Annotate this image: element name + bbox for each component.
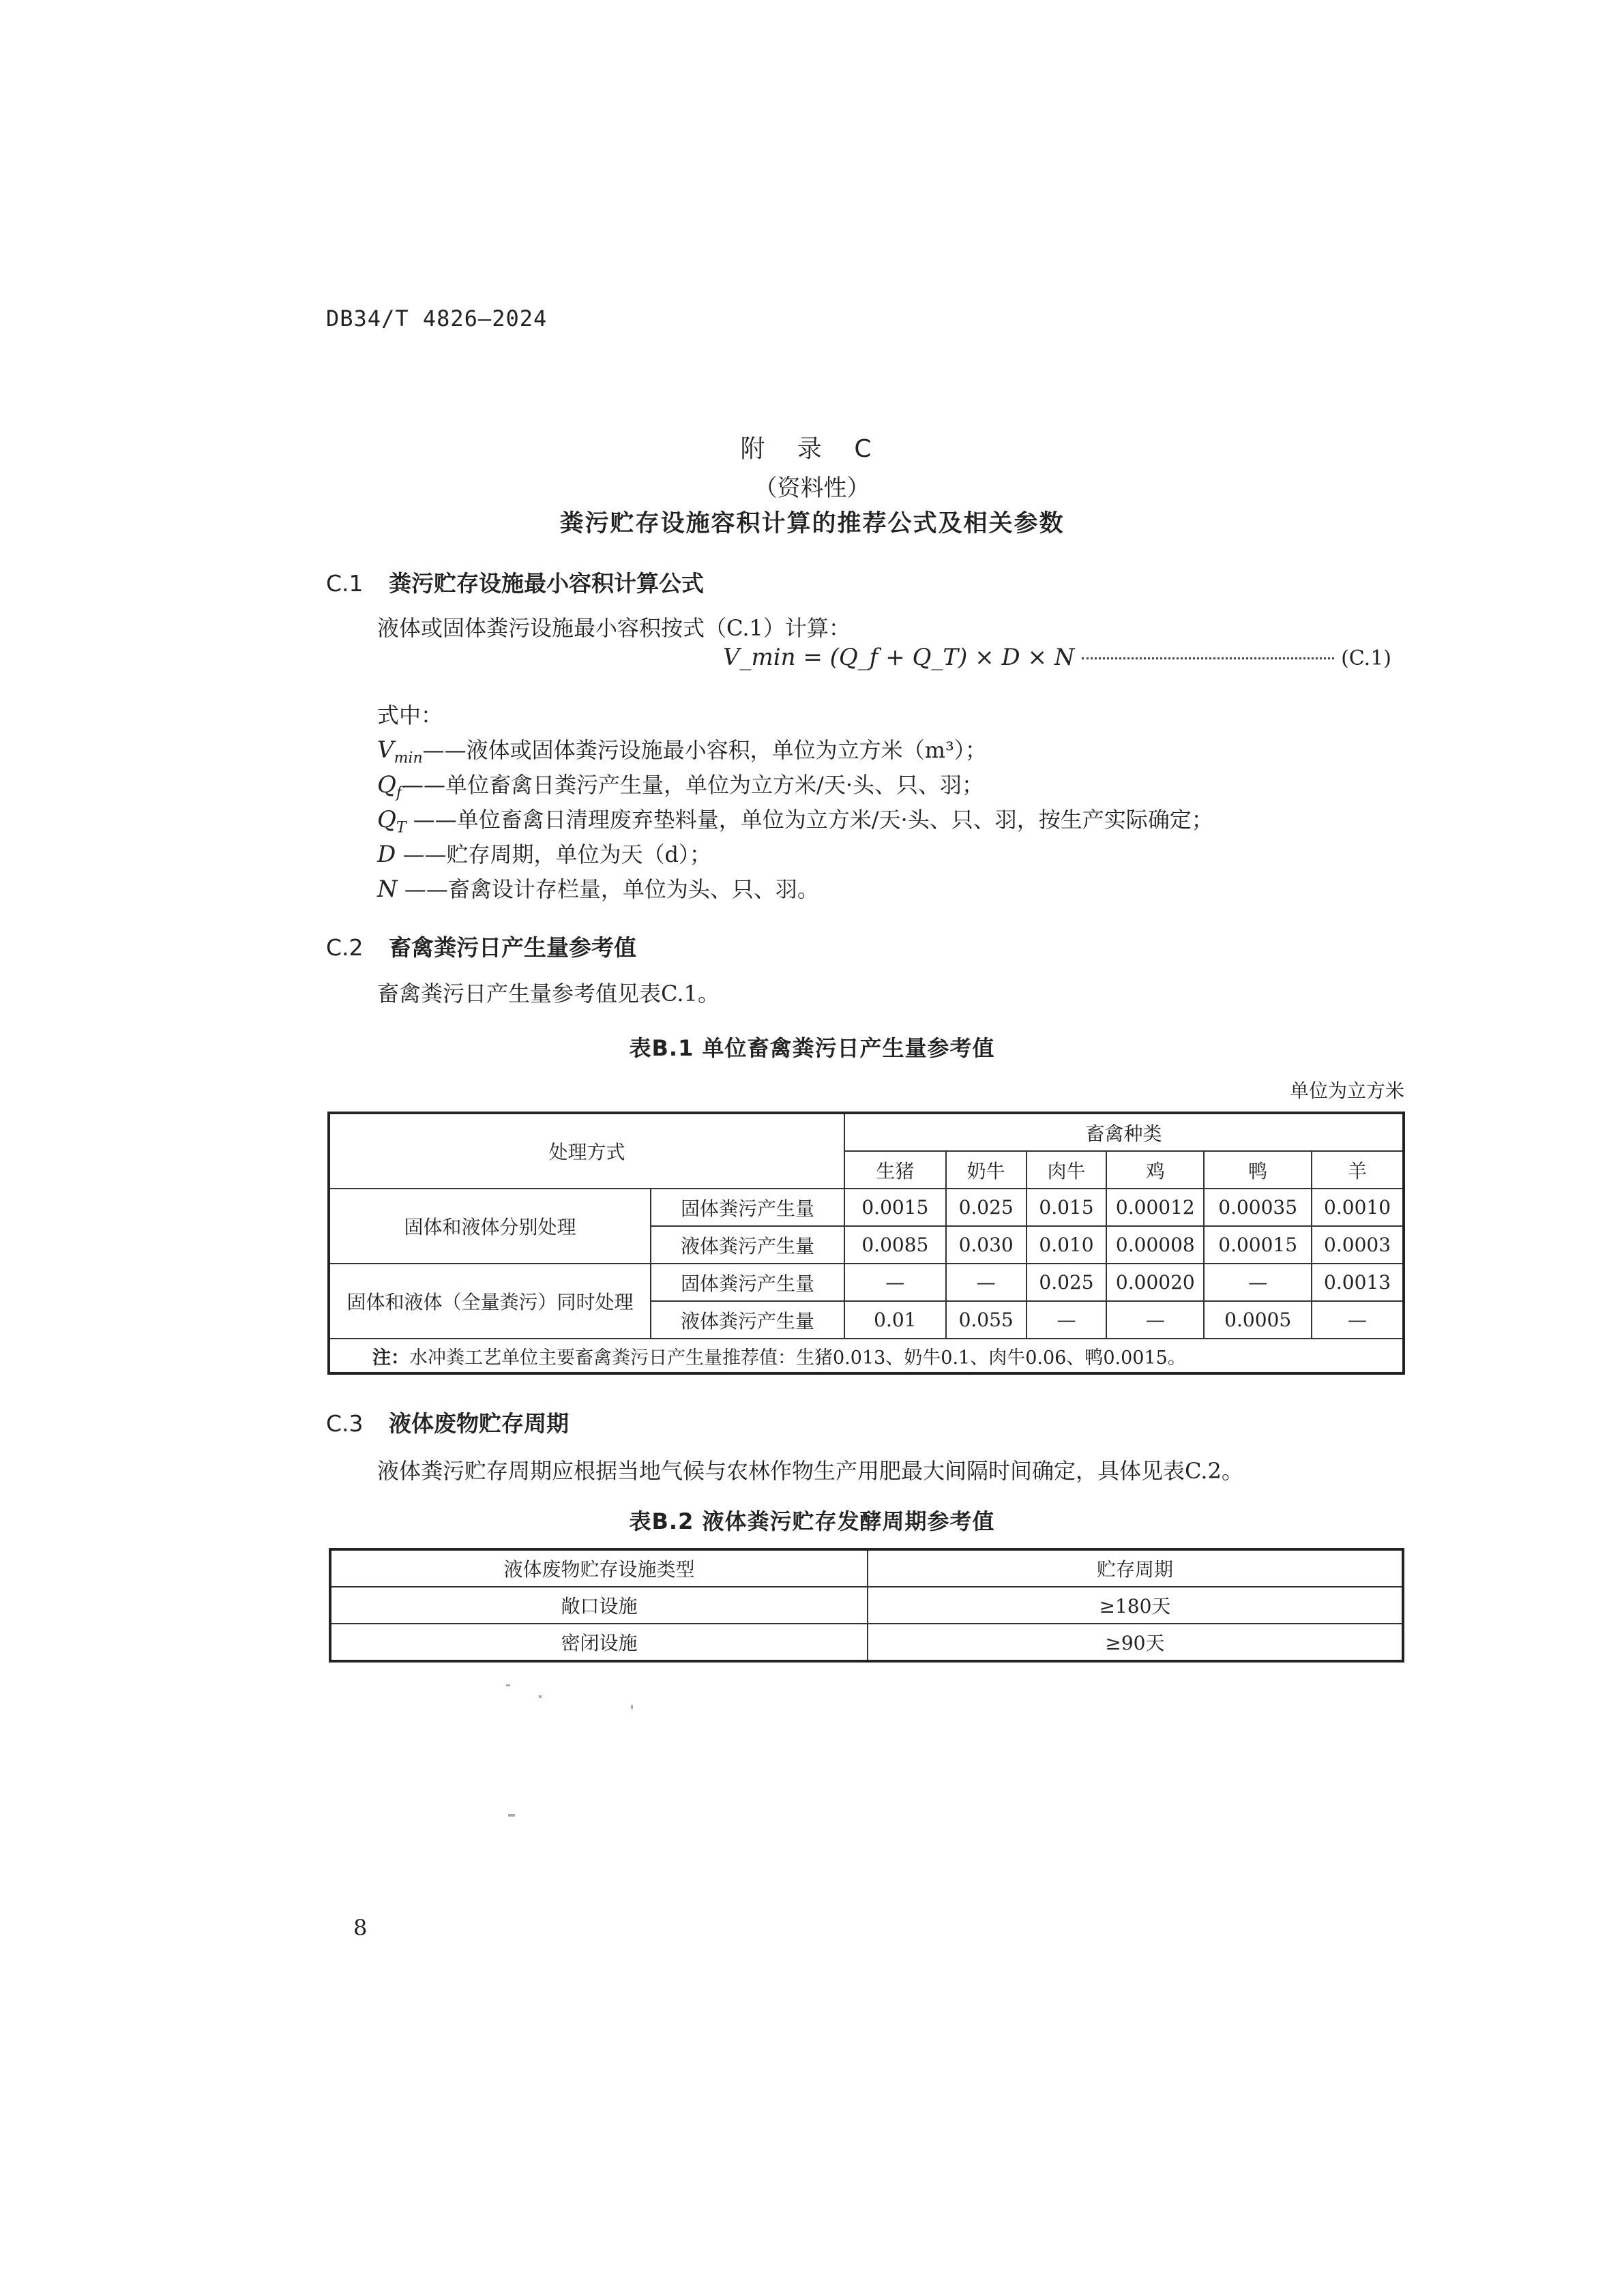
variable-description: ——畜禽设计存栏量，单位为头、只、羽。 xyxy=(397,876,819,902)
c3-intro: 液体粪污贮存周期应根据当地气候与农林作物生产用肥最大间隔时间确定，具体见表C.2。 xyxy=(377,1458,1243,1484)
section-number: C.3 xyxy=(326,1410,364,1437)
variable-line xyxy=(377,803,1213,836)
value-cell: 0.0085 xyxy=(844,1226,946,1264)
formula-number: (C.1) xyxy=(1341,646,1391,670)
value-cell: 0.015 xyxy=(1027,1189,1107,1226)
table-daily-manure xyxy=(327,1112,1405,1375)
section-title: 液体废物贮存周期 xyxy=(389,1410,569,1437)
table1-caption: 表B.1 单位畜禽粪污日产生量参考值 xyxy=(629,1035,995,1061)
value-cell: — xyxy=(946,1264,1027,1301)
variable-symbol: D xyxy=(377,841,396,868)
variable-description: ——单位畜禽日粪污产生量，单位为立方米/天·头、只、羽； xyxy=(402,772,984,798)
period-cell: ≥180天 xyxy=(868,1587,1403,1624)
table-storage-period xyxy=(329,1548,1404,1663)
leader-dots xyxy=(1082,657,1335,659)
variable-line xyxy=(377,768,984,801)
variable-line xyxy=(377,872,819,904)
value-cell: 0.00008 xyxy=(1106,1226,1204,1264)
c2-intro: 畜禽粪污日产生量参考值见表C.1。 xyxy=(377,981,720,1007)
header-species: 畜禽种类 xyxy=(844,1113,1404,1151)
scan-speck xyxy=(508,1814,515,1817)
value-cell: 0.01 xyxy=(844,1301,946,1339)
value-cell: 0.0005 xyxy=(1204,1301,1312,1339)
variable-symbol: V xyxy=(377,736,394,764)
note-text: 水冲粪工艺单位主要畜禽粪污日产生量推荐值：生猪0.013、奶牛0.1、肉牛0.06、鸭0.0015。 xyxy=(409,1347,1186,1369)
header-cell: 液体废物贮存设施类型 xyxy=(330,1549,868,1587)
value-cell: — xyxy=(1204,1264,1312,1301)
variable-subscript: min xyxy=(394,749,423,767)
table-row xyxy=(329,1264,1404,1301)
value-cell: — xyxy=(1106,1301,1204,1339)
page-number: 8 xyxy=(353,1915,368,1941)
formula-line xyxy=(723,644,1391,671)
formula: V_min = (Q_f + Q_T) × D × N xyxy=(723,644,1075,671)
species-cell: 鸡 xyxy=(1106,1151,1204,1189)
c1-intro: 液体或固体粪污设施最小容积按式（C.1）计算： xyxy=(377,615,851,641)
table-row xyxy=(330,1587,1403,1624)
document-code: DB34/T 4826—2024 xyxy=(326,305,548,331)
value-cell: 0.010 xyxy=(1027,1226,1107,1264)
appendix-title: 附 录 C xyxy=(740,435,884,463)
item-cell: 液体粪污产生量 xyxy=(651,1301,844,1339)
section-c3-heading xyxy=(326,1406,569,1438)
variable-description: ——贮存周期，单位为天（d）； xyxy=(396,841,711,867)
table-row xyxy=(330,1624,1403,1661)
variable-line xyxy=(377,733,987,766)
species-cell: 鸭 xyxy=(1204,1151,1312,1189)
table1-unit: 单位为立方米 xyxy=(1289,1079,1404,1102)
table-row xyxy=(329,1189,1404,1226)
variable-subscript: T xyxy=(396,819,407,837)
value-cell: 0.030 xyxy=(946,1226,1027,1264)
scan-speck xyxy=(506,1684,510,1686)
where-label: 式中： xyxy=(377,702,443,728)
table2-caption: 表B.2 液体粪污贮存发酵周期参考值 xyxy=(629,1508,995,1534)
method-cell: 固体和液体分别处理 xyxy=(329,1189,651,1264)
appendix-heading: 粪污贮存设施容积计算的推荐公式及相关参数 xyxy=(559,510,1065,537)
species-cell: 羊 xyxy=(1312,1151,1404,1189)
item-cell: 液体粪污产生量 xyxy=(651,1226,844,1264)
table-header-row xyxy=(330,1549,1403,1587)
value-cell: — xyxy=(844,1264,946,1301)
value-cell: 0.0003 xyxy=(1312,1226,1404,1264)
header-method: 处理方式 xyxy=(329,1113,844,1189)
facility-type-cell: 敞口设施 xyxy=(330,1587,868,1624)
value-cell: 0.00015 xyxy=(1204,1226,1312,1264)
section-c2-heading xyxy=(326,930,636,962)
value-cell: 0.0010 xyxy=(1312,1189,1404,1226)
period-cell: ≥90天 xyxy=(868,1624,1403,1661)
value-cell: — xyxy=(1312,1301,1404,1339)
variable-symbol: Q xyxy=(377,771,396,799)
section-title: 粪污贮存设施最小容积计算公式 xyxy=(389,570,704,597)
value-cell: 0.0013 xyxy=(1312,1264,1404,1301)
variable-description: ——单位畜禽日清理废弃垫料量，单位为立方米/天·头、只、羽，按生产实际确定； xyxy=(406,807,1213,833)
section-c1-heading xyxy=(326,566,704,598)
value-cell: 0.00035 xyxy=(1204,1189,1312,1226)
scan-speck xyxy=(631,1705,633,1709)
value-cell: 0.025 xyxy=(1027,1264,1107,1301)
appendix-subtitle: （资料性） xyxy=(754,475,870,502)
value-cell: — xyxy=(1027,1301,1107,1339)
scan-speck xyxy=(539,1695,542,1698)
variable-subscript: f xyxy=(396,784,402,802)
item-cell: 固体粪污产生量 xyxy=(651,1264,844,1301)
section-title: 畜禽粪污日产生量参考值 xyxy=(389,934,636,961)
header-cell: 贮存周期 xyxy=(868,1549,1403,1587)
method-cell: 固体和液体（全量粪污）同时处理 xyxy=(329,1264,651,1339)
section-number: C.2 xyxy=(326,934,364,961)
table-note-row xyxy=(329,1339,1404,1373)
table-header-row xyxy=(329,1113,1404,1151)
variable-symbol: N xyxy=(377,876,398,903)
value-cell: 0.025 xyxy=(946,1189,1027,1226)
section-number: C.1 xyxy=(326,570,364,597)
species-cell: 肉牛 xyxy=(1027,1151,1107,1189)
item-cell: 固体粪污产生量 xyxy=(651,1189,844,1226)
note-label: 注： xyxy=(372,1347,409,1369)
value-cell: 0.055 xyxy=(946,1301,1027,1339)
species-cell: 奶牛 xyxy=(946,1151,1027,1189)
variable-line xyxy=(377,837,711,869)
variable-description: ——液体或固体粪污设施最小容积，单位为立方米（m³）； xyxy=(422,737,987,763)
value-cell: 0.0015 xyxy=(844,1189,946,1226)
table-note xyxy=(329,1339,1404,1373)
facility-type-cell: 密闭设施 xyxy=(330,1624,868,1661)
variable-symbol: Q xyxy=(377,806,396,833)
value-cell: 0.00012 xyxy=(1106,1189,1204,1226)
species-cell: 生猪 xyxy=(844,1151,946,1189)
value-cell: 0.00020 xyxy=(1106,1264,1204,1301)
